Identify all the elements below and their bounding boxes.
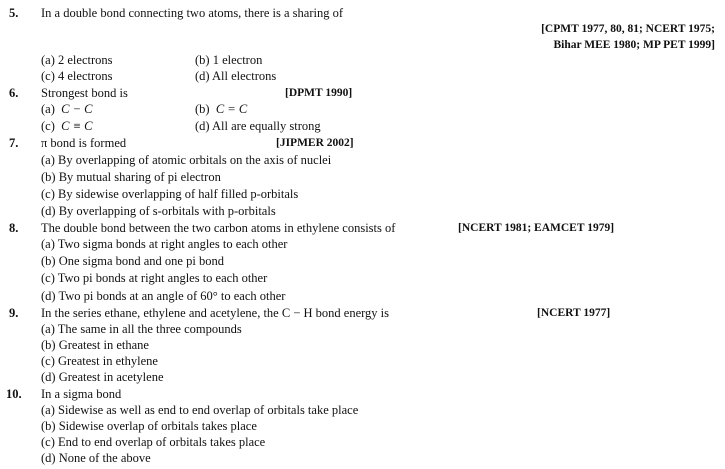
- option-d[interactable]: (d) All electrons: [195, 69, 277, 83]
- question-text: The double bond between the two carbon atoms in ethylene consists of: [41, 221, 396, 235]
- option-c[interactable]: (c) Greatest in ethylene: [41, 354, 158, 368]
- question-text: In a sigma bond: [41, 387, 122, 401]
- option-b[interactable]: (b) Greatest in ethane: [41, 338, 149, 352]
- option-formula: C − C: [61, 102, 93, 116]
- option-a[interactable]: (a) By overlapping of atomic orbitals on the axis of nuclei: [41, 153, 332, 167]
- question-reference: Bihar MEE 1980; MP PET 1999]: [553, 39, 715, 51]
- question-number: 6.: [9, 86, 19, 100]
- option-a[interactable]: (a) C − C: [41, 102, 93, 116]
- option-c[interactable]: (c) End to end overlap of orbitals takes place: [41, 435, 266, 449]
- question-number: 9.: [9, 306, 19, 320]
- option-a[interactable]: (a) 2 electrons: [41, 53, 113, 67]
- question-reference: [CPMT 1977, 80, 81; NCERT 1975;: [541, 23, 715, 35]
- question-text: π bond is formed: [41, 136, 127, 150]
- option-b[interactable]: (b) One sigma bond and one pi bond: [41, 254, 224, 268]
- option-d[interactable]: (d) Two pi bonds at an angle of 60° to each other: [41, 289, 286, 303]
- option-c[interactable]: (c) 4 electrons: [41, 69, 113, 83]
- question-text: In the series ethane, ethylene and acetylene, the C − H bond energy is: [41, 306, 390, 320]
- question-reference: [JIPMER 2002]: [276, 137, 354, 149]
- option-d[interactable]: (d) None of the above: [41, 451, 151, 465]
- option-formula: C ≡ C: [61, 119, 93, 133]
- question-number: 7.: [9, 136, 19, 150]
- question-number: 10.: [6, 387, 22, 401]
- question-reference: [NCERT 1977]: [537, 307, 611, 319]
- question-reference: [NCERT 1981; EAMCET 1979]: [458, 222, 615, 234]
- question-text: In a double bond connecting two atoms, there is a sharing of: [41, 6, 344, 20]
- option-a[interactable]: (a) Two sigma bonds at right angles to each other: [41, 237, 288, 251]
- option-c[interactable]: (c) C ≡ C: [41, 119, 93, 133]
- question-reference: [DPMT 1990]: [285, 87, 353, 99]
- option-b[interactable]: (b) Sidewise overlap of orbitals takes place: [41, 419, 257, 433]
- question-text: Strongest bond is: [41, 86, 128, 100]
- option-b[interactable]: (b) C = C: [195, 102, 248, 116]
- option-a[interactable]: (a) The same in all the three compounds: [41, 322, 242, 336]
- question-number: 5.: [9, 6, 19, 20]
- option-b[interactable]: (b) 1 electron: [195, 53, 263, 67]
- option-d[interactable]: (d) Greatest in acetylene: [41, 370, 164, 384]
- option-d[interactable]: (d) By overlapping of s-orbitals with p-orbitals: [41, 204, 276, 218]
- option-c[interactable]: (c) By sidewise overlapping of half filled p-orbitals: [41, 187, 299, 201]
- option-a[interactable]: (a) Sidewise as well as end to end overlap of orbitals take place: [41, 403, 359, 417]
- option-formula: C = C: [215, 102, 248, 116]
- option-c[interactable]: (c) Two pi bonds at right angles to each other: [41, 271, 268, 285]
- question-number: 8.: [9, 221, 19, 235]
- option-d[interactable]: (d) All are equally strong: [195, 119, 321, 133]
- option-b[interactable]: (b) By mutual sharing of pi electron: [41, 170, 221, 184]
